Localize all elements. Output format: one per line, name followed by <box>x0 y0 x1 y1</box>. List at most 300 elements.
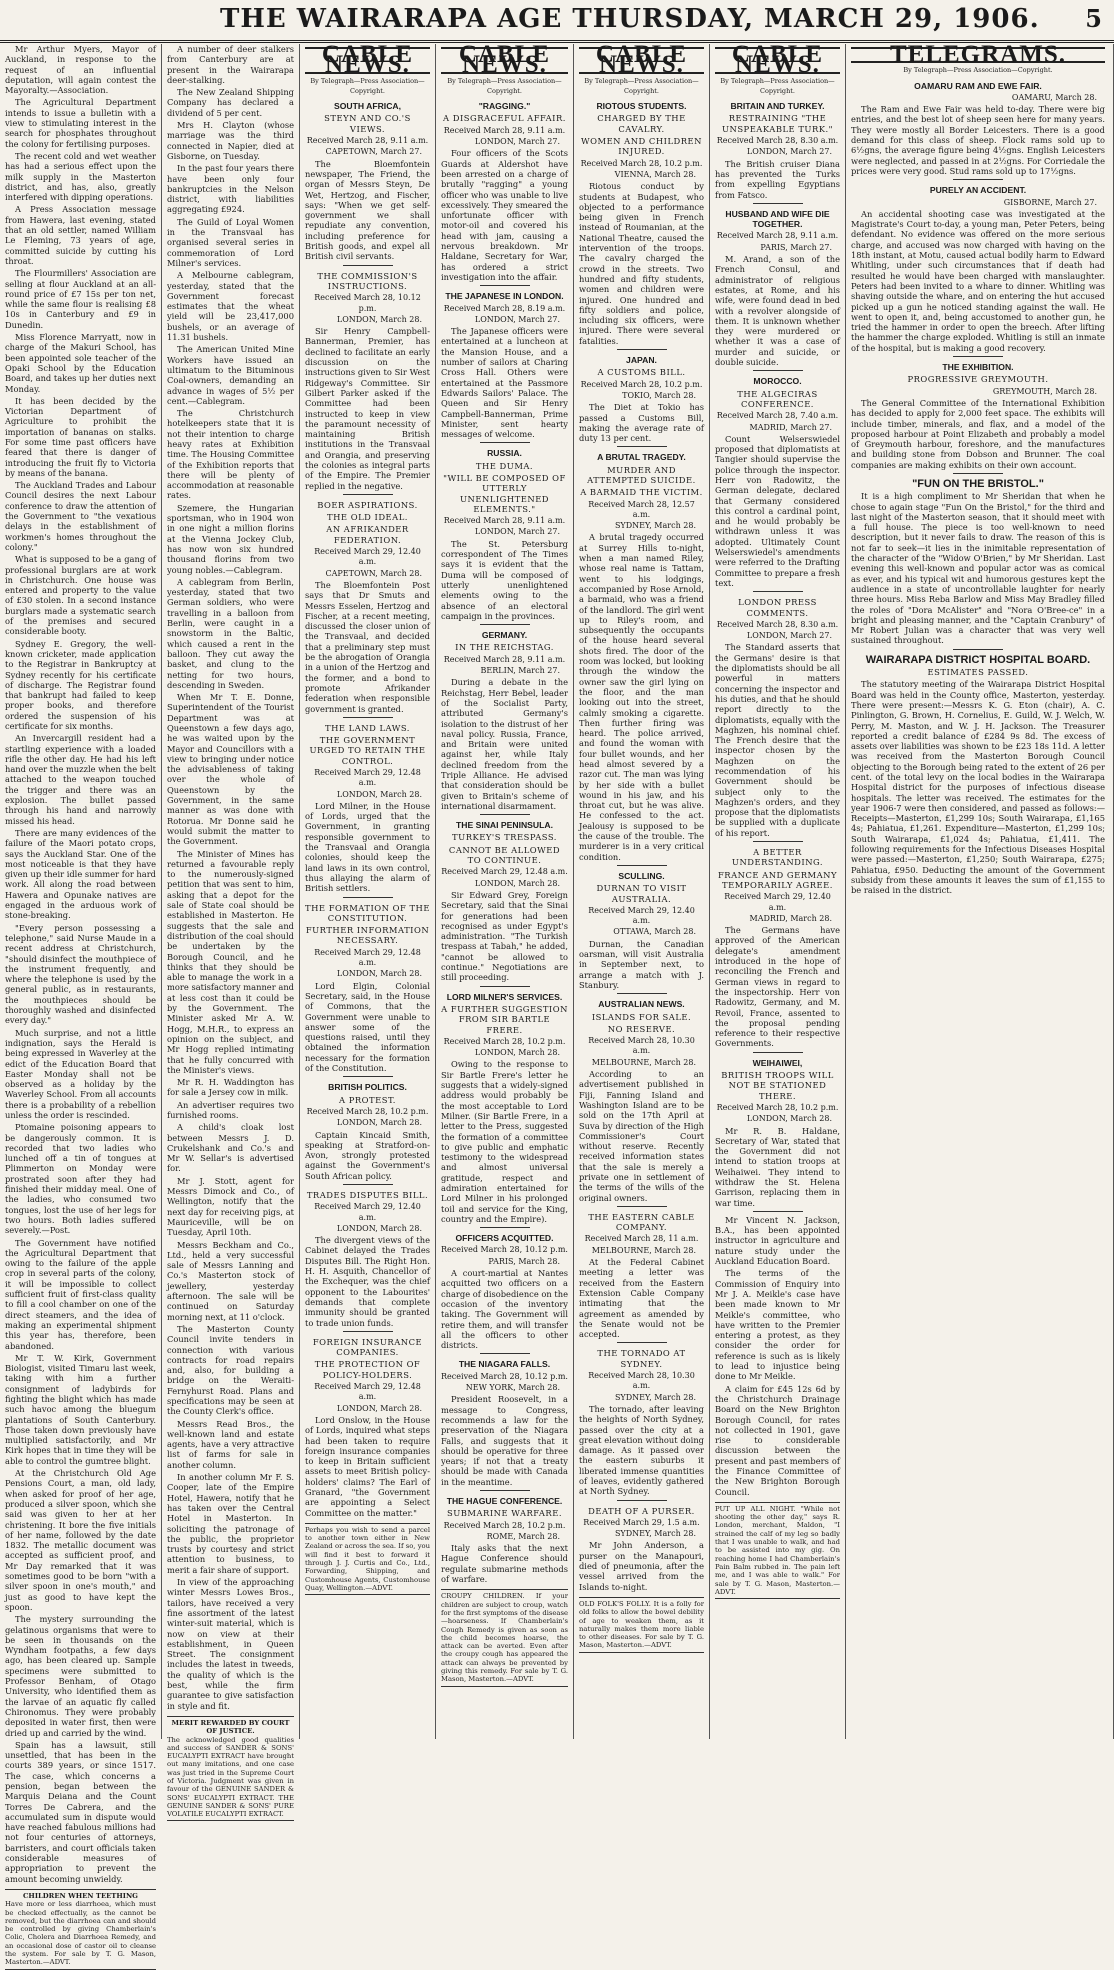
article-body: The Standard asserts that the Germans' desire is that the diplomatists should be all powerful in matters concerning the inspector and his duties, and that he should report directly to the diplomatists, equally with the Maghzen, his nominal chief. The French desire that the inspector chosen by the Maghzen on the recommendation of his Government should be subject only to the Maghzen's orders, and they propose that the diplomatists be supplied with a duplicate of his report. <box>715 642 840 838</box>
article <box>715 1058 840 1208</box>
article-body: According to an advertisement published in Fiji, Fanning Island and Washington Island are to be sold on the 17th April at Suva by direction of the High Commissioner's Court without reserve. Recently received information states that the sale is merely a private one in settlement of the terms of the wills of the original owners. <box>579 1069 704 1203</box>
article-subtitle: TURKEY'S TRESPASS. <box>452 832 557 843</box>
article <box>305 101 430 261</box>
place: NEW YORK, March 28. <box>465 1383 560 1393</box>
newspaper-title: THE WAIRARAPA AGE THURSDAY, MARCH 29, 1906. <box>220 4 1040 34</box>
place: MADRID, March 27. <box>749 422 832 432</box>
paragraph: The mystery surrounding the gelatinous organisms that were to be seen in thousands on the Wyndham footpaths, a few days ago, has been cleared up. Sample specimens were submitted to Professor Benham, of Otago University, who identified them as the larvae of an aquatic fly called Chironomus. They were probably deposited in water first, then were dried up and carried by the wind. <box>5 1614 156 1738</box>
paragraph: There are many evidences of the failure of the Maori potato crops, says the Auckland Star. One of the most noticeable is that they have given up their idle summer for hard work. All along the road between Hawera and Opunake natives are engaged in the arduous work of stone-breaking. <box>5 827 156 921</box>
article-body: Italy asks that the next Hague Conference should regulate submarine methods of warfare. <box>441 1543 568 1585</box>
paragraph: It has been decided by the Victorian Department of Agriculture to prohibit the importation of bananas on stalks. For some time past officers have feared that there is danger of introducing the fruit fly to Victoria by means of the banana. <box>5 395 156 478</box>
ad-text: The acknowledged good qualities and success of SANDER & SONS' EUCALYPTI EXTRACT have brought out many imitations, and one case was just tried in the Supreme Court of Victoria. Judgment was given in favour of the GENUINE SANDER & SONS' EUCALYPTI EXTRACT. THE GENUINE SANDER & SONS' PURE VOLATILE EUCALYPTI EXTRACT. <box>167 1735 294 1819</box>
article <box>715 101 840 200</box>
place: LONDON, March 28. <box>336 1118 422 1128</box>
place: LONDON, March 28. <box>336 789 422 799</box>
article <box>715 847 840 1049</box>
column-telegrams <box>846 41 1114 1739</box>
article-title: LORD MILNER'S SERVICES. <box>446 991 563 1002</box>
dateline: Received March 28, 10.12 p.m. <box>441 1371 568 1381</box>
section-header: CABLE NEWS. <box>715 47 840 74</box>
paragraph: In another column Mr F. S. Cooper, late of the Empire Hotel, Hawera, notify that he has taken over the Central Hotel in Masterton. In soliciting the patronage of the public, the proprietor trusts by courtesy and strict attention to business, to merit a fair share of support. <box>167 1472 294 1575</box>
paragraph: The Government have notified the Agricultural Department that owing to the failure of the apple crop in several parts of the colony, it will be impossible to collect sufficient fruit of first-class quality to fill a cool chamber on one of the direct steamers, and the idea of making an experimental shipment this year has, therefore, been abandoned. <box>5 1237 156 1351</box>
article-title: AUSTRALIAN NEWS. <box>598 999 685 1010</box>
divider <box>617 349 667 350</box>
place: SYDNEY, March 28. <box>614 1392 696 1402</box>
place: PARIS, March 27. <box>760 242 832 252</box>
paragraph: The Agricultural Department intends to issue a bulletin with a view to stimulating interest in the search for phosphates throughout the colony for fertilising purposes. <box>5 97 156 149</box>
divider <box>753 370 803 371</box>
place: MELBOURNE, March 28. <box>591 1057 696 1067</box>
paragraph: The New Zealand Shipping Company has declared a dividend of 5 per cent. <box>167 87 294 118</box>
article <box>851 81 1105 177</box>
dateline: Received March 28, 10.2 p.m. <box>306 1106 429 1116</box>
article-body: The Diet at Tokio has passed a Customs Bill, making the average rate of duty 13 per cent. <box>579 402 704 444</box>
article-title: THE JAPANESE IN LONDON. <box>445 291 564 302</box>
paragraph: What is supposed to be a gang of professional burglars are at work in Christchurch. One house was entered and property to the value of £30 stolen. In a second instance burglars made a systematic search of the premises and secured considerable booty. <box>5 554 156 637</box>
article-title: A BETTER UNDERSTANDING. <box>731 847 824 868</box>
article-subtitle: A PROTEST. <box>339 1094 396 1105</box>
dateline: Received March 28, 8.19 a.m. <box>443 303 566 313</box>
divider <box>480 285 530 286</box>
dateline: Received March 28, 10.30 a.m. <box>588 1371 695 1391</box>
article-subtitle: CANNOT BE ALLOWED TO CONTINUE. <box>448 844 561 866</box>
section-header: CABLE NEWS. <box>441 47 568 74</box>
place: LONDON, March 27. <box>474 137 560 147</box>
place: SYDNEY, March 28. <box>614 521 696 531</box>
article <box>851 479 1105 646</box>
article-subtitle: A CUSTOMS BILL. <box>597 367 686 378</box>
article-title: GERMANY. <box>481 630 528 641</box>
divider <box>480 442 530 443</box>
divider <box>617 865 667 866</box>
divider <box>753 591 803 592</box>
section-header: CABLE NEWS. <box>305 47 430 74</box>
ad-title: MERIT REWARDED BY COURT OF JUSTICE. <box>171 1718 290 1736</box>
divider <box>480 986 530 987</box>
article-body: Lord Onslow, in the House of Lords, inquired what steps had been taken to require foreign insurance companies to keep in Britain sufficient assets to meet British policy-holders' claims? The Earl of Granard, "the Government are appointing a Select Committee on the matter." <box>305 1414 430 1518</box>
place: TOKIO, March 28. <box>622 390 696 400</box>
paragraph: The American United Mine Workers have issued an ultimatum to the Bituminous Coal-owners, demanding an advance in wages of 5½ per cent.—Cablegram. <box>167 344 294 406</box>
divider <box>953 649 1003 650</box>
paragraph: A child's cloak lost between Messrs J. D. Crukelshank and Co.'s and Mr W. Sellar's is advertised for. <box>167 1122 294 1174</box>
article <box>441 291 568 439</box>
dateline: Received March 28, 10.2 p.m. <box>443 1036 566 1046</box>
paragraph: A cablegram from Berlin, yesterday, stated that two German soldiers, who were travelling in a balloon from Berlin, were caught in a snowstorm in the Baltic, which caused a rent in the balloon. They cut away the basket, and clung to the netting for two hours, descending in Sweden. <box>167 576 294 690</box>
article-title: LONDON PRESS COMMENTS. <box>738 597 817 618</box>
paragraph: A Press Association message from Hawera, last evening, stated that an old settler, named William Le Fleming, 73 years of age, committed suicide by cutting his throat. <box>5 204 156 266</box>
article <box>579 452 704 862</box>
section-header: CABLE NEWS. <box>579 47 704 74</box>
article-body: During a debate in the Reichstag, Herr Bebel, leader of the Socialist Party, attributed Germany's isolation to the distrust of her naval policy. Russia, France, and Britain were united against her, while Italy declined freedom from the Triple Alliance. He advised that consideration should be given to Britain's scheme of international disarmament. <box>441 677 568 811</box>
dateline: Received March 28, 10.2 p.m. <box>443 1520 566 1530</box>
divider <box>343 1331 393 1332</box>
article-title: THE NIAGARA FALLS. <box>458 1359 551 1370</box>
article-body: Count Welserswiedel proposed that diplomatists at Tangier should supervise the police through the inspector. Herr von Radowitz, the German delegate, declared that Germany considered this control a cardinal point, and he would probably be withdrawn unless it was adopted. Ultimately Count Welserswiedel's amendments were referred to the Drafting Committee to prepare a fresh text. <box>715 433 840 588</box>
place: LONDON, March 28. <box>474 1048 560 1058</box>
article-subtitle: FURTHER INFORMATION NECESSARY. <box>305 925 430 946</box>
paragraph: An advertiser requires two furnished rooms. <box>167 1099 294 1120</box>
paragraph: Mr T. W. Kirk, Government Biologist, visited Timaru last week, taking with him a further consignment of ladybirds for fighting the blight which has made such havoc among the bluegum plantations of South Canterbury. Those taken down previously have multiplied satisfactorily, and Mr Kirk hopes that in time they will be able to control the gumtree blight. <box>5 1352 156 1466</box>
dateline: Received March 28, 9.11 a.m. <box>443 654 566 664</box>
dateline: Received March 28, 12.57 a.m. <box>588 499 695 519</box>
article-body: The Bloemfontein newspaper, The Friend, the organ of Messrs Steyn, De Wet, Hertzog, and Fischer, says: "When we get self-government we shall repudiate any convention, including preference for British goods, and expel all British civil servants. <box>305 158 430 262</box>
article-title: OAMARU RAM AND EWE FAIR. <box>914 80 1042 91</box>
article-subtitle: THE DUMA. <box>475 460 534 471</box>
article-body: The Ram and Ewe Fair was held to-day. There were big entries, and the best lot of sheep seen here for many years. They were mostly all Border Leicesters. There is a good demand for this class of sheep. Flock rams sold up to 6½gns, the average figure being 4½gns. English Leicesters were neglected, and passed in at 2½gns. For Corriedale the prices were very good. Stud rams sold up to 17½gns. <box>851 104 1105 176</box>
divider <box>343 265 393 266</box>
article-body: The divergent views of the Cabinet delayed the Trades Disputes Bill. The Right Hon. H. H. Asquith, Chancellor of the Exchequer, was the chief opponent to the Labourites' demands that complete immunity should be granted to trade union funds. <box>305 1235 430 1328</box>
paragraph: The Guild of Loyal Women in the Transvaal has organised several series in commemoration of Lord Milner's services. <box>167 216 294 268</box>
paragraph: At the Christchurch Old Age Pensions Court, a man, old lady, when asked for proof of her age, produced a silver spoon, which she said was given to her at her christening. It bore the five initials of her name, followed by the date 1832. The metallic document was accepted as sufficient proof, and Mr Day remarked that it was sometimes good to be born "with a silver spoon in one's mouth," and just as good to have kept the spoon. <box>5 1468 156 1612</box>
article-body: Sir Henry Campbell-Bannerman, Premier, has declined to facilitate an early discussion on the instructions given to Sir West Ridgeway's Committee. Sir Gilbert Parker asked if the Committee had been instructed to keep in view the paramount necessity of maintaining British institutions in the Transvaal and Orangia, and preserving the colonies as integral parts of the Empire. The Premier replied in the negative. <box>305 326 430 491</box>
paragraph: An Invercargill resident had a startling experience with a loaded rifle the other day. He had his left hand over the muzzle when the belt attached to the weapon touched the trigger and there was an explosion. The bullet passed through his hand and narrowly missed his head. <box>5 733 156 826</box>
dateline: Received March 28, 9.11 a.m. <box>443 125 566 135</box>
article <box>851 655 1105 896</box>
article-body: An accidental shooting case was investigated at the Magistrate's Court to-day, a young man, Peter Peters, being defendant. No evidence was offered on the more serious charge, and accused was now charged with having on the 18th instant, at Motu, caused actual bodily harm to Edward Whitling, under such circumstances that if death had resulted he would have been charged with manslaughter. Peters had been invited to a whare to dinner. Whitling was shaving outside the whare, and on entering the hut accused picked up a gun he noticed standing against the wall. He went to open it, and, being accustomed to another gun, he tried the hammer in order to open the breech. After lifting the hammer the charge exploded. Whitling is still an inmate of the hospital, but is making a good recovery. <box>851 208 1105 353</box>
paragraph: The Minister of Mines has returned a favourable reply to the numerously-signed petition that was sent to him, asking that a depot for the sale of State coal should be established in Masterton. He suggests that the sale and distribution of the coal should be undertaken by the Borough Council, and he thinks that they should be able to manage the work in a more satisfactory manner and at less cost than it could be by the Government. The Minister asked Mr A. W. Hogg, M.H.R., to express an opinion on the subject, and Mr Hogg replied intimating that he fully concurred with the Minister's views. <box>167 848 294 1075</box>
article-body: Lord Milner, in the House of Lords, urged that the Government, in granting responsible government to the Transvaal and Orangia colonies, should keep the land laws in its own control, thus allaying the alarm of British settlers. <box>305 800 430 894</box>
article-subtitle: IN THE REICHSTAG. <box>455 642 554 653</box>
advertisement <box>5 1889 156 1970</box>
paragraph: Messrs Read Bros., the well-known land and estate agents, have a very attractive list of farms for sale in another column. <box>167 1418 294 1470</box>
place: ROME, March 28. <box>486 1531 560 1541</box>
place: VIENNA, March 28. <box>614 169 696 179</box>
article-body: Lord Elgin, Colonial Secretary, said, in the House of Commons, that the Government were unable to answer some of the questions raised, until they obtained the information necessary for the formation of the Constitution. <box>305 980 430 1074</box>
dateline: Received March 28, 8.30 a.m. <box>716 619 839 629</box>
article <box>579 1212 704 1340</box>
dateline: Received March 28, 10.12 p.m. <box>314 293 421 313</box>
dateline: Received March 29, 12.48 a.m. <box>314 1382 421 1402</box>
article-title: THE HAGUE CONFERENCE. <box>446 1496 563 1506</box>
paragraph: A claim for £45 12s 6d by the Christchurch Drainage Board on the New Brighton Borough Council, for rates not collected in 1901, gave rise to considerable discussion between the present and past members of the Finance Committee of the New Brighton Borough Council. <box>715 1383 840 1497</box>
dateline: Received March 29, 12.40 a.m. <box>588 905 695 926</box>
place: SYDNEY, March 28. <box>614 1529 696 1539</box>
advertisement: PUT UP ALL NIGHT. "While not shooting the other day," says R. London, merchant, Maldon, "I strained the calf of my leg so badly that I was unable to walk, and had to be assisted into my gig. On reaching home I had Chamberlain's Pain Balm rubbed in. The pain left me, and I was able to walk." For sale by T. G. Mason, Masterton.—ADVT. <box>715 1502 840 1599</box>
article-body: Captain Kincaid Smith, speaking at Stratford-on-Avon, strongly protested against the Government's South African policy. <box>305 1129 430 1181</box>
place: OAMARU, March 28. <box>1011 92 1097 102</box>
byline: By Telegraph—Press Association—Copyright. <box>903 66 1053 75</box>
dateline: Received March 28, 10.2 p.m. <box>580 379 703 389</box>
dateline: Received March 28, 11 a.m. <box>584 1234 699 1244</box>
article-subtitle: DURNAN TO VISIT AUSTRALIA. <box>596 883 687 904</box>
article-title: A BRUTAL TRAGEDY. <box>597 452 686 463</box>
paragraph: Mr J. Stott, agent for Messrs Dimock and Co., of Wellington, notify that the next day for receiving pigs, at Mauriceville, will be on Tuesday, April 10th. <box>167 1175 294 1238</box>
article-body: The St. Petersburg correspondent of The Times says it is evident that the Duma will be composed of utterly unenlightened elements owing to the absence of an electoral campaign in the provinces. <box>441 538 568 621</box>
article-title: THE EASTERN CABLE COMPANY. <box>588 1211 695 1233</box>
article <box>441 630 568 811</box>
article <box>579 101 704 346</box>
divider <box>480 1353 530 1354</box>
dateline: Received March 28, 9.11 a.m. <box>443 516 566 526</box>
article <box>441 101 568 282</box>
dateline: Received March 28, 9.11 a.m. <box>306 136 429 146</box>
dateline: Received March 29, 12.40 a.m. <box>314 1202 421 1222</box>
dateline: Received March 29, 12.48 a.m. <box>441 867 568 877</box>
paragraph: In view of the approaching winter Messrs Lowes Bros., tailors, have received a very fine assortment of the latest winter-suit material, which is now on view at their establishment, in Queen Street. The consignment includes the latest in tweeds, the quality of which is the best, while the firm guarantee to give satisfaction in style and fit. <box>167 1577 294 1711</box>
article-subtitle: A BARMAID THE VICTIM. <box>580 487 703 498</box>
paragraph: Sydney E. Gregory, the well-known cricketer, made application to the Registrar in Bankruptcy at Sydney recently for his certificate of discharge. The Registrar found that bankrupt had failed to keep proper books, and therefore ordered the suspension of his certificate for six months. <box>5 638 156 731</box>
divider <box>343 717 393 718</box>
article-subtitle: THE GOVERNMENT URGED TO RETAIN THE CONTROL. <box>309 735 426 766</box>
divider <box>480 814 530 815</box>
article <box>715 376 840 588</box>
article-subtitle: NO RESERVE. <box>607 1023 676 1034</box>
article-subtitle: MURDER AND ATTEMPTED SUICIDE. <box>587 464 696 485</box>
article <box>305 1190 430 1328</box>
place: LONDON, March 28. <box>336 314 422 324</box>
dateline: Received March 28, 10.30 a.m. <box>588 1036 695 1056</box>
article-title: DEATH OF A PURSER. <box>588 1505 695 1516</box>
article-title: THE EXHIBITION. <box>942 362 1014 373</box>
article <box>715 209 840 367</box>
column-cable-news-2 <box>436 41 574 1739</box>
article-title: "RAGGING." <box>478 101 531 112</box>
article-title: WEIHAIWEI, <box>752 1057 803 1068</box>
divider <box>343 494 393 495</box>
paragraph: "Every person possessing a telephone," said Nurse Maude in a recent address at Christchurch, "should disinfect the mouthpiece of the instrument frequently, and where the telephone is used by the general public, as in restaurants, the mouthpieces should be thoroughly washed and disinfected every day." <box>5 922 156 1026</box>
article-subtitle: STEYN AND CO.'S VIEWS. <box>324 113 411 134</box>
paragraph: Messrs Beckham and Co., Ltd., held a very successful sale of Messrs Lanning and Co.'s Masterton stock of jewellery, yesterday afternoon. The sale will be continued on Saturday morning next, at 11 o'clock. <box>167 1239 294 1322</box>
article-body: Mr John Anderson, a purser on the Manapouri, died of pneumonia, after the vessel arrived from the Islands to-night. <box>579 1540 704 1592</box>
article-title: PURELY AN ACCIDENT. <box>929 185 1027 196</box>
article-title: OFFICERS ACQUITTED. <box>455 1233 554 1244</box>
paragraph: Mrs H. Clayton (whose marriage was the third connected in Napier, died at Gisborne, on Tuesday. <box>167 120 294 161</box>
paragraph: Mr Vincent N. Jackson, B.A., has been appointed instructor in agriculture and nature study under the Auckland Education Board. <box>715 1214 840 1267</box>
article <box>305 500 430 714</box>
place: LONDON, March 27. <box>746 631 832 641</box>
place: LONDON, March 27. <box>474 527 560 537</box>
divider <box>617 993 667 994</box>
divider <box>953 473 1003 474</box>
dateline: Received March 29, 1.5 a.m. <box>583 1517 700 1527</box>
place: GISBORNE, March 27. <box>1003 197 1097 207</box>
article-subtitle: PROGRESSIVE GREYMOUTH. <box>907 374 1049 385</box>
article-title: WAIRARAPA DISTRICT HOSPITAL BOARD. <box>865 653 1091 666</box>
article-title: SCULLING. <box>618 870 665 881</box>
advertisement: CROUPY CHILDREN. If your children are subject to croup, watch for the first symptoms of the disease—hoarseness. If Chamberlain's Cough Remedy is given as soon as the child becomes hoarse, the attack can be averted. Even after the croupy cough has appeared the attack can always be prevented by giving this remedy. For sale by T. G. Mason, Masterton.—ADVT. <box>441 1589 568 1686</box>
article <box>851 185 1105 353</box>
place: BERLIN, March 27. <box>480 666 560 676</box>
byline: By Telegraph—Press Association—Copyright. <box>720 76 835 95</box>
divider <box>343 1076 393 1077</box>
article-subtitle: THE OLD IDEAL. <box>327 512 408 523</box>
article-title: THE SINAI PENINSULA. <box>456 820 553 831</box>
ad-text: Have more or less diarrhoea, which must be checked effectually, as the cannot be removed, but the diarrhoea can and should be controlled by giving Chamberlain's Colic, Cholera and Diarrhoea Remedy, and an occasional dose of castor oil to cleanse the system. For sale by T. G. Mason, Masterton.—ADVT. <box>5 1900 156 1967</box>
article-subtitle: AN AFRIKANDER FEDERATION. <box>326 524 409 545</box>
article <box>851 362 1105 470</box>
divider <box>953 179 1003 180</box>
place: LONDON, March 28. <box>336 969 422 979</box>
article <box>441 1359 568 1487</box>
dateline: Received March 29, 12.40 a.m. <box>314 547 421 567</box>
article-title: FOREIGN INSURANCE COMPANIES. <box>312 1336 423 1358</box>
page-number: 5 <box>1085 4 1102 33</box>
paragraph: Much surprise, and not a little indignation, says the Herald is being expressed in Waverley at the edict of the Education Board that Easter Monday shall not be observed as a holiday by the Waverley School. From all accounts there is a probability of a rebellion unless the order is rescinded. <box>5 1027 156 1120</box>
article-title: RUSSIA. <box>487 448 522 459</box>
article-subtitle: "WILL BE COMPOSED OF UTTERLY UNENLIGHTENED ELEMENTS." <box>443 472 566 514</box>
article-subtitle: WOMEN AND CHILDREN INJURED. <box>581 136 702 157</box>
column-cable-news-3 <box>574 41 710 1739</box>
article <box>715 597 840 838</box>
article-subtitle: CHARGED BY THE CAVALRY. <box>597 113 686 134</box>
article-title: "FUN ON THE BRISTOL." <box>912 477 1044 490</box>
paragraph: The Masterton County Council invite tenders in connection with various contracts for road repairs and, also, for building a bridge on the Weraiti-Fernyhurst Road. Plans and specifications may be seen at the County Clerk's office. <box>167 1323 294 1417</box>
article-body: Owing to the response to Sir Bartle Frere's letter he suggests that a widely-signed address would probably be the most acceptable to Lord Milner. (Sir Bartle Frere, in a letter to the Press, suggested the formation of a committee to give public and emphatic testimony to the widespread and almost universal gratitude, respect and admiration entertained for Lord Milner in his prolonged toil and service for the King, country and the Empire). <box>441 1059 568 1224</box>
article <box>305 1337 430 1518</box>
dateline: Received March 28, 10.12 p.m. <box>441 1245 568 1255</box>
column-local-notes-2 <box>162 44 300 1819</box>
divider <box>753 1211 803 1212</box>
article <box>579 871 704 990</box>
article-subtitle: RESTRAINING "THE UNSPEAKABLE TURK." <box>721 113 834 134</box>
byline: By Telegraph—Press Association—Copyright. <box>310 76 425 95</box>
dateline: Received March 28, 10.2 p.m. <box>716 1102 839 1112</box>
article-title: BRITISH POLITICS. <box>328 1082 407 1093</box>
place: LONDON, March 28. <box>336 1223 422 1233</box>
article-body: It is a high compliment to Mr Sheridan that when he chose to again stage "Fun On the Bristol," for the third and last night of the Masterton season, that it should meet with a full house. The piece is too well-known to need description, but it never fails to draw. The reason of this is not far to seek—it lies in the inimitable representation of the character of the "Widow O'Brien," by Mr Sheridan. Last evening this well-known and popular actor was as comical as ever, and his typical wit and humorous gestures kept the audience in a state of uncontrollable laughter for nearly three hours. Miss Reba Barlow and Miss May Bradley filled the roles of "Dora McAlister" and "Nora O'Bree-ce" in a bright and pleasing manner, and the "Captain Cranbury" of Mr Robert Julian was a character that was very well sustained throughout. <box>851 491 1105 646</box>
article-title: BRITAIN AND TURKEY. <box>730 101 825 112</box>
place: PARIS, March 28. <box>488 1256 560 1266</box>
paragraph: When Mr T. E. Donne, Superintendent of the Tourist Department was at Queenstown a few days ago, he was waited upon by the Mayor and Councillors with a view to bringing under notice the advisableness of taking over the whole of Queenstown by the Government, in the same manner as was done with Rotorua. Mr Donne said he would submit the matter to the Government. <box>167 692 294 847</box>
paragraph: A Melbourne cablegram, yesterday, stated that the Government forecast estimates that the wheat yield will be 23,417,000 bushels, or an average of 11.31 bushels. <box>167 270 294 343</box>
article-title: TRADES DISPUTES BILL. <box>306 1189 429 1200</box>
article-title: BOER ASPIRATIONS. <box>317 499 418 510</box>
byline: By Telegraph—Press Association—Copyright. <box>447 76 562 95</box>
advertisement <box>167 1716 294 1822</box>
article <box>579 999 704 1203</box>
divider <box>617 446 667 447</box>
divider <box>343 897 393 898</box>
article-body: Durnan, the Canadian oarsman, will visit Australia in September next, to arrange a match with J. Stanbury. <box>579 938 704 990</box>
article <box>305 903 430 1074</box>
article-title: SOUTH AFRICA, <box>334 101 401 112</box>
dateline: Received March 28, 10.2 p.m. <box>580 158 703 168</box>
article-title: THE COMMISSION'S INSTRUCTIONS. <box>317 270 418 291</box>
paragraph: The recent cold and wet weather has had a serious effect upon the milk supply in the Masterton district, and has, also, greatly interfered with dipping operations. <box>5 150 156 203</box>
article-title: THE TORNADO AT SYDNEY. <box>597 1348 686 1369</box>
place: CAPETOWN, March 27. <box>325 147 422 157</box>
article-title: THE FORMATION OF THE CONSTITUTION. <box>305 902 430 923</box>
paragraph: The Flourmillers' Association are selling at flour Auckland at an all-round price of £7 15s per ton net, while the same flour is realising £8 10s in Canterbury and £9 in Dunedin. <box>5 268 156 330</box>
place: LONDON, March 27. <box>474 314 560 324</box>
article <box>305 1082 430 1181</box>
place: MADRID, March 28. <box>749 913 832 923</box>
article <box>579 1348 704 1496</box>
article-subtitle: ISLANDS FOR SALE. <box>591 1011 692 1022</box>
divider <box>953 356 1003 357</box>
divider <box>480 624 530 625</box>
byline: By Telegraph—Press Association—Copyright. <box>584 76 699 95</box>
article <box>579 1506 704 1592</box>
article-body: President Roosevelt, in a message to Congress, recommends a law for the preservation of the Niagara Falls, and suggests that it should be operative for three years; if not that a treaty should be made with Canada in the meantime. <box>441 1394 568 1487</box>
advertisement: Perhaps you wish to send a parcel to another town either in New Zealand or across the sea. If so, you will find it best to forward it through J. J. Curtis and Co., Ltd., Forwarding, Shipping, and Customhouse Agents, Customhouse Quay, Wellington.—ADVT. <box>305 1523 430 1595</box>
article-title: RIOTOUS STUDENTS. <box>596 101 687 112</box>
article <box>579 355 704 443</box>
paragraph: Mr Arthur Myers, Mayor of Auckland, in response to the request of an influential deputation, will again contest the Mayoralty.—Association. <box>5 44 156 96</box>
place: LONDON, March 28. <box>746 1114 832 1124</box>
divider <box>753 203 803 204</box>
divider <box>753 1052 803 1053</box>
section-header: TELEGRAMS. <box>851 47 1105 63</box>
column-local-notes-1 <box>0 44 162 1967</box>
article-subtitle: THE PROTECTION OF POLICY-HOLDERS. <box>314 1359 421 1380</box>
article-body: A brutal tragedy occurred at Surrey Hills to-night, when a man named Riley, whose real name is Tattam, went to his lodgings, accompanied by Rose Arnold, a barmaid, who was a friend of the landlord. The girl went up to Riley's room, and subsequently the occupants of the house heard several shots fired. The door of the room was locked, but looking through the window the owner saw the girl lying on the floor, and the man looking out into the street, calmly smoking a cigarette. Then further firing was heard. The police arrived, and found the woman with four bullet wounds, and her head almost severed by a razor cut. The man was lying by her side with a bullet wound in his jaw, and his throat cut, but he was alive. He confessed to the act. Jealousy is supposed to be the cause of the trouble. The murderer is in a very critical condition. <box>579 532 704 862</box>
article-subtitle: A DISGRACEFUL AFFAIR. <box>443 113 566 124</box>
dateline: Received March 28, 8.30 a.m. <box>716 136 839 146</box>
place: MELBOURNE, March 28. <box>591 1245 696 1255</box>
dateline: Received March 28, 7.40 a.m. <box>716 411 839 421</box>
article-subtitle: A FURTHER SUGGESTION FROM SIR BARTLE FRERE. <box>441 1003 568 1035</box>
column-cable-news-4 <box>710 41 846 1739</box>
divider <box>480 1490 530 1491</box>
divider <box>617 1206 667 1207</box>
paragraph: A number of deer stalkers from Canterbury are at present in the Wairarapa deer-stalking. <box>167 44 294 85</box>
column-cable-news-1 <box>300 41 436 1739</box>
ad-title: CHILDREN WHEN TEETHING <box>22 1891 138 1900</box>
place: LONDON, March 28. <box>336 1403 422 1413</box>
article-body: M. Arand, a son of the French Consul, and administrator of religious estates, at Rome, and his wife, were found dead in bed with a revolver alongside of them. It is unknown whether they were murdered or whether it was a case of murder and suicide, or double suicide. <box>715 254 840 368</box>
article-subtitle: THE ALGECIRAS CONFERENCE. <box>737 388 818 409</box>
article <box>441 448 568 621</box>
article-body: The General Committee of the International Exhibition has decided to apply for 2,000 feet space. The exhibits will include timber, minerals, and flax, and a model of the proposed harbour at Point Elizabeth and probably a model of Greymouth harbour, foreshore, and the manufactures and building stone from Dobson and Brunner. The coal companies are making exhibits on their own account. <box>851 397 1105 470</box>
article-body: The Japanese officers were entertained at a luncheon at the Mansion House, and a number of sailors at Charing Cross Hall. Others were entertained at the Passmore Edwards Sailors' Palace. The Queen and Sir Henry Campbell-Bannerman, Prime Minister, sent hearty messages of welcome. <box>441 326 568 440</box>
place: LONDON, March 28. <box>474 878 560 888</box>
place: GREYMOUTH, March 28. <box>992 386 1097 396</box>
masthead <box>0 0 1114 43</box>
place: CAPETOWN, March 28. <box>325 568 422 578</box>
paragraph: The terms of the Commission of Enquiry into Mr J. A. Meikle's case have been made known to Mr Meikle's committee, who have written to the Premier entering a protest, as they consider the order for reference is such as is likely to lead to injustice being done to Mr Meikle. <box>715 1268 840 1382</box>
divider <box>617 1500 667 1501</box>
article <box>305 723 430 894</box>
article-body: The statutory meeting of the Wairarapa District Hospital Board was held in the County office, Masterton, yesterday. There were present:—Messrs K. G. Eton (chair), A. C. Pinlington, G. Brown, H. Cornelius, E. Guild, W. J. Welch, W. Perry, M. Maston, and W. J. H. Jackson. The Treasurer reported a credit balance of £284 9s 8d. The excess of assets over liabilities was shown to be £23 18s 11d. A letter was received from the Masterton Borough Council objecting to the Borough being rated to the extent of 26 per cent. of the total levy on the local bodies in the Wairarapa Hospital district for the purposes of infectious disease hospitals. The letter was received. The estimates for the year 1906-7 were then considered, and passed as follows:—Receipts—Masterton, £1,299 10s; South Wairarapa, £1,165 4s; Pahiatua, £1,261. Expenditure—Masterton, £1,299 10s; South Wairarapa, £1,024 4s; Pahiatua, £1,411. The following requirements for the Infectious Diseases Hospital were passed:—Masterton, £1,250; South Wairarapa, £275; Pahiatua, £950. Deducting the amount of the Government subsidy from these amounts it leaves the sum of £1,155 to be raised in the district. <box>851 679 1105 896</box>
article-body: The Bloemfontein Post says that Dr Smuts and Messrs Esselen, Hertzog and Fischer, at a recent meeting, discussed the closer union of the Transvaal, and decided that a preliminary step must be the abrogation of Orangia in a union of the Hertzog and the former, and a bond to promote Afrikander federation when responsible government is granted. <box>305 579 430 714</box>
paragraph: Spain has a lawsuit, still unsettled, that has been in the courts 389 years, or since 1517. The case, which concerns a pension, began between the Marquis Deiana and the Count Torres De Cabrera, and the accumulated sum in dispute would have reached fabulous millions had not four centuries of attorneys, barristers, and court officials taken considerable measures of appropriation to prevent the amount becoming unwieldy. <box>5 1739 156 1884</box>
article-body: The tornado, after leaving the heights of North Sydney, passed over the city at a great elevation without doing damage. As it passed over the eastern suburbs it liberated immense quantities of leaves, evidently gathered at North Sydney. <box>579 1403 704 1497</box>
dateline: Received March 29, 12.40 a.m. <box>724 892 831 912</box>
article <box>441 820 568 982</box>
article-title: THE LAND LAWS. <box>325 722 410 733</box>
dateline: Received March 28, 9.11 a.m. <box>716 231 839 241</box>
paragraph: Szemere, the Hungarian sportsman, who in 1904 won in one night a million florins at the Vienna Jockey Club, has now won six hundred thousand florins from two young nobles.—Cablegram. <box>167 502 294 575</box>
paragraph: Ptomaine poisoning appears to be dangerously common. It is recorded that two ladies who lunched off a tin of tongues at Plimmerton on Monday were prostrated soon after they had finished their midday meal. One of the ladies, who consumed two tongues, lost the use of her legs for two hours. Both ladies suffered severely.—Post. <box>5 1122 156 1236</box>
place: OTTAWA, March 28. <box>613 927 696 937</box>
divider <box>480 1227 530 1228</box>
article <box>305 271 430 491</box>
article-subtitle: SUBMARINE WARFARE. <box>446 1508 563 1519</box>
article-subtitle: BRITISH TROOPS WILL NOT BE STATIONED THERE. <box>721 1070 834 1101</box>
paragraph: Miss Florence Marryatt, now in charge of the Makuri School, has been appointed sole teacher of the Opaki School by the Education Board, and takes up her duties next Monday. <box>5 332 156 394</box>
article-body: Sir Edward Grey, Foreign Secretary, said that the Sinai for generations had been recognised as under Egypt's administration. "The Turkish trespass at Tabah," he added, "cannot be allowed to continue." Negotiations are still proceeding. <box>441 889 568 983</box>
divider <box>753 841 803 842</box>
article-title: MOROCCO. <box>753 376 802 387</box>
article <box>441 992 568 1225</box>
article-body: The Germans have approved of the American delegate's amendment introduced in the hope of reconciling the French and German views in regard to the inspectorship. Herr von Radowitz, Germany, and M. Revoil, France, assented to the proposal pending reference to their respective Governments. <box>715 925 840 1049</box>
article-subtitle: FRANCE AND GERMANY TEMPORARILY AGREE. <box>717 869 838 890</box>
dateline: Received March 29, 12.48 a.m. <box>314 768 421 788</box>
article-title: JAPAN. <box>626 355 657 366</box>
article-body: Riotous conduct by students at Budapest, who objected to a performance being given in French instead of Roumanian, at the National Theatre, caused the intervention of the troops. The cavalry charged the crowd in the streets. Two hundred and fifty students, women and children were injured. One hundred and fifty soldiers and police, including six officers, were injured. There were several fatalities. <box>579 181 704 346</box>
divider <box>617 1342 667 1343</box>
article-subtitle: ESTIMATES PASSED. <box>927 667 1029 678</box>
article-body: Mr R. B. Haldane, Secretary of War, stated that the Government did not intend to station troops at Weihaiwei. They intend to withdraw the St. Helena Garrison, replacing them in war time. <box>715 1125 840 1208</box>
place: LONDON, March 27. <box>746 147 832 157</box>
paragraph: The Christchurch hotelkeepers state that it is not their intention to charge heavy rates at Exhibition time. The Housing Committee of the Exhibition reports that there will be plenty of accommodation at reasonable rates. <box>167 408 294 501</box>
article-body: A court-martial at Nantes acquitted two officers on a charge of disobedience on the occasion of the inventory taking. The Government will retire them, and will transfer all the officers to other districts. <box>441 1268 568 1351</box>
article-body: The British cruiser Diana has prevented the Turks from expelling Egyptians from Fatsco. <box>715 158 840 200</box>
paragraph: In the past four years there have been only four bankruptcies in the Nelson district, with liabilities aggregating £924. <box>167 163 294 215</box>
article-body: At the Federal Cabinet meeting a letter was received from the Eastern Extension Cable Company intimating that the agreement as amended by the Senate would not be accepted. <box>579 1257 704 1340</box>
article-title: HUSBAND AND WIFE DIE TOGETHER. <box>725 208 830 230</box>
